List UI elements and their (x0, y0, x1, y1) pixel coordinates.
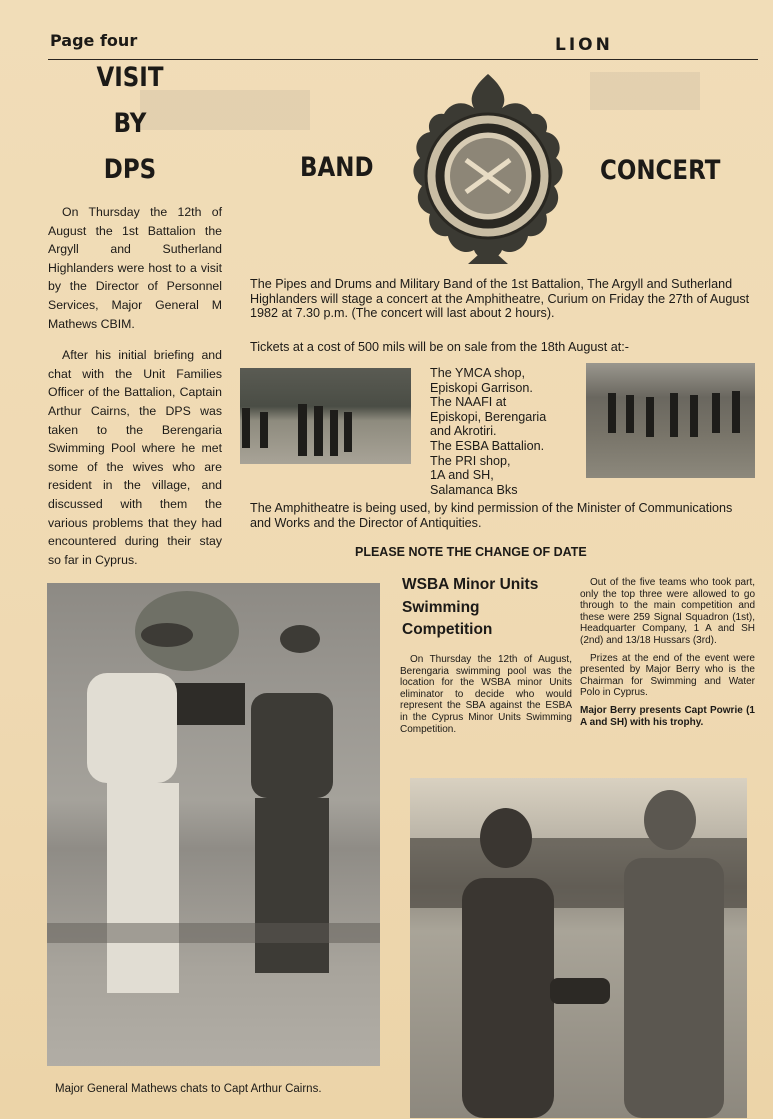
concert-headline: CONCERT (600, 155, 721, 186)
dps-headline-line1: VISIT (96, 62, 164, 93)
regimental-badge-icon (404, 68, 572, 274)
dps-paragraph: On Thursday the 12th of August the 1st Battalion the Argyll and Sutherland Highlanders were host to a visit by the Director of Personnel Services, Major General M Mathews CBIM. (48, 205, 222, 331)
dps-article-body (48, 203, 222, 582)
ticket-venues (430, 366, 580, 497)
wsba-column-2 (580, 577, 755, 734)
pipe-band-photo-right (586, 363, 755, 478)
wsba-paragraph: Out of the five teams who took part, only the top three were allowed to go through to the main competition and these were 259 Signal Squadron (1st), Headquarter Company, 1 A and SH (2nd) and 13/18 Hussars (3rd). (580, 577, 755, 646)
pipe-band-photo-left (240, 368, 411, 464)
header-rule (48, 59, 758, 60)
wsba-paragraph: Prizes at the end of the event were presented by Major Berry who is the Chairman for Swimming and Water Polo in Cyprus. (580, 652, 755, 699)
page-number: Page four (50, 31, 138, 50)
wsba-column-1 (400, 654, 572, 741)
venue-line: The ESBA Battalion. (430, 438, 545, 453)
trophy-presentation-photo (410, 778, 747, 1118)
venue-line: Episkopi Garrison. (430, 380, 533, 395)
concert-tickets: Tickets at a cost of 500 mils will be on sale from the 18th August at:- (250, 340, 629, 354)
concert-intro: The Pipes and Drums and Military Band of the 1st Battalion, The Argyll and Sutherland Highlanders will stage a concert at the Amphitheatre, Curium on Friday the 27th of August 1982 at 7.30 p.m. (The concert will last about 2 hours). (250, 277, 750, 320)
venue-line: The PRI shop, (430, 453, 511, 468)
major-general-photo (47, 583, 380, 1066)
dps-headline-line2: BY (113, 108, 147, 139)
venue-line: The YMCA shop, (430, 366, 525, 380)
show-through-mark (590, 72, 700, 110)
concert-permission: The Amphitheatre is being used, by kind permission of the Minister of Communications and Works and the Director of Antiquities. (250, 501, 733, 530)
newspaper-title: LION (555, 35, 613, 55)
venue-line: The NAAFI at (430, 395, 507, 410)
date-change-notice: PLEASE NOTE THE CHANGE OF DATE (355, 545, 587, 559)
wsba-headline: WSBA Minor Units Swimming Competition (402, 576, 539, 638)
venue-line: Episkopi, Berengaria (430, 409, 547, 424)
dps-paragraph: After his initial briefing and chat with the Unit Families Officer of the Battalion, Captain Arthur Cairns, the DPS was taken to the Berengaria Swimming Pool where he met some of the wives who are resident in the village, and discussed with them the various problems that they had encountered during their stay so far in Cyprus. (48, 348, 222, 567)
venue-line: Salamanca Bks (430, 482, 518, 497)
badge-text (404, 270, 405, 271)
main-photo-caption: Major General Mathews chats to Capt Arthur Cairns. (55, 1083, 322, 1095)
swim-photo-caption: Major Berry presents Capt Powrie (1 A and SH) with his trophy. (580, 704, 755, 728)
venue-line: and Akrotiri. (430, 424, 497, 439)
dps-headline-line3: DPS (103, 154, 157, 185)
band-headline: BAND (300, 152, 374, 183)
wsba-paragraph: On Thursday the 12th of August, Berengaria swimming pool was the location for the WSBA minor Units eliminator to decide who would represent the SBA against the ESBA in the Cyprus Minor Units Swimming Competition. (400, 654, 572, 735)
venue-line: 1A and SH, (430, 468, 494, 483)
